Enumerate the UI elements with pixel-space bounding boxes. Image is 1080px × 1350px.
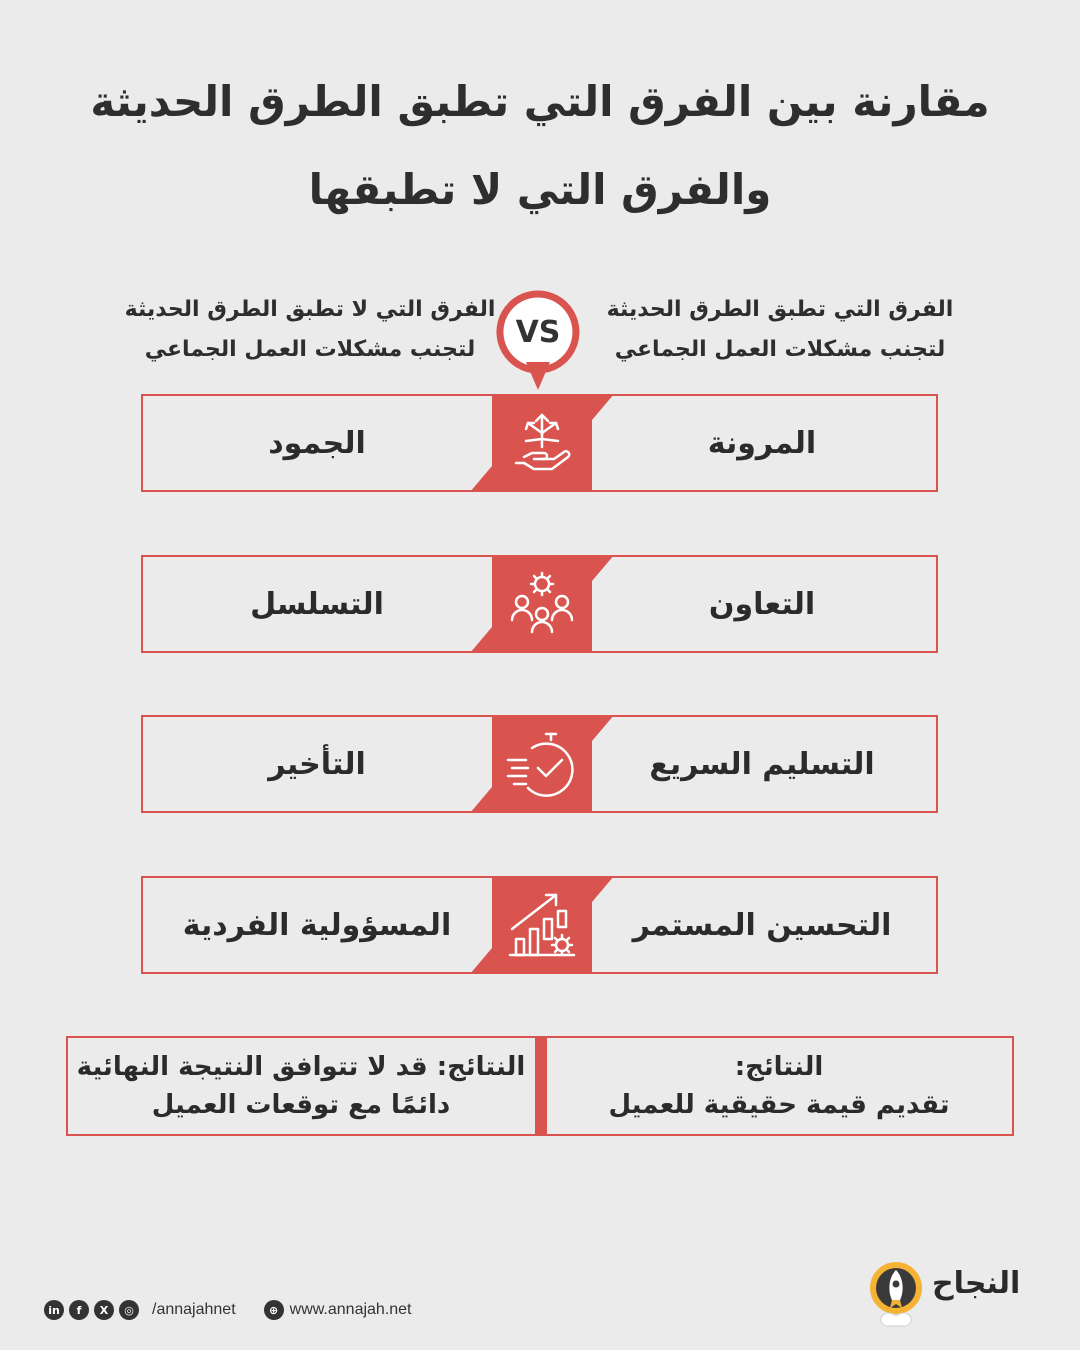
traditional-trait: المسؤولية الفردية: [182, 907, 452, 943]
website-link[interactable]: www.annajah.net: [289, 1301, 412, 1318]
vs-badge-icon: [496, 290, 580, 394]
hand-arrows-icon: [502, 403, 582, 483]
column-header-modern: [600, 290, 960, 370]
page-title: [60, 58, 1020, 234]
row-icon-box: [492, 715, 592, 813]
title-line-1: مقارنة بين الفرق التي تطبق الطرق الحديثة: [90, 77, 990, 126]
results-divider: [535, 1036, 547, 1136]
column-header-traditional-line-1: الفرق التي لا تطبق الطرق الحديثة: [124, 297, 496, 322]
column-header-modern-line-1: الفرق التي تطبق الطرق الحديثة: [606, 297, 954, 322]
results-modern-line-2: تقديم قيمة حقيقية للعميل: [608, 1090, 950, 1120]
results-traditional-line-2: دائمًا مع توقعات العميل: [151, 1090, 451, 1120]
traditional-trait: الجمود: [268, 425, 366, 461]
facebook-icon[interactable]: f: [69, 1300, 89, 1320]
comparison-row: [141, 394, 938, 492]
growth-chart-gear-icon: [502, 885, 582, 965]
column-header-modern-line-2: لتجنب مشكلات العمل الجماعي: [614, 337, 946, 362]
traditional-trait: التسلسل: [250, 586, 384, 622]
modern-trait: التعاون: [708, 586, 816, 622]
results-traditional: [68, 1038, 534, 1134]
x-icon[interactable]: X: [94, 1300, 114, 1320]
modern-trait: التسليم السريع: [649, 746, 875, 782]
instagram-icon[interactable]: ◎: [119, 1300, 139, 1320]
row-icon-box: [492, 394, 592, 492]
results-box: [66, 1036, 1014, 1136]
modern-trait: التحسين المستمر: [632, 907, 892, 943]
social-handle[interactable]: /annajahnet: [152, 1301, 236, 1318]
brand-logo: [866, 1254, 1026, 1334]
brand-name: النجاح: [932, 1266, 1021, 1301]
linkedin-icon[interactable]: in: [44, 1300, 64, 1320]
stopwatch-check-icon: [502, 724, 582, 804]
footer-links: [44, 1296, 412, 1324]
comparison-row: [141, 876, 938, 974]
column-header-traditional: [120, 290, 500, 370]
title-line-2: والفرق التي لا تطبقها: [308, 165, 772, 214]
traditional-trait: التأخير: [268, 746, 366, 782]
results-traditional-line-1: النتائج: قد لا تتوافق النتيجة النهائية: [76, 1052, 526, 1082]
globe-icon: ⊕: [264, 1300, 284, 1320]
comparison-row: [141, 555, 938, 653]
rocket-logo-icon: [868, 1258, 930, 1330]
comparison-row: [141, 715, 938, 813]
modern-trait: المرونة: [707, 425, 817, 461]
results-modern-line-1: النتائج:: [734, 1052, 824, 1082]
column-header-traditional-line-2: لتجنب مشكلات العمل الجماعي: [144, 337, 476, 362]
results-modern: [546, 1038, 1012, 1134]
vs-label: VS: [515, 315, 561, 350]
team-gear-icon: [502, 564, 582, 644]
row-icon-box: [492, 555, 592, 653]
row-icon-box: [492, 876, 592, 974]
